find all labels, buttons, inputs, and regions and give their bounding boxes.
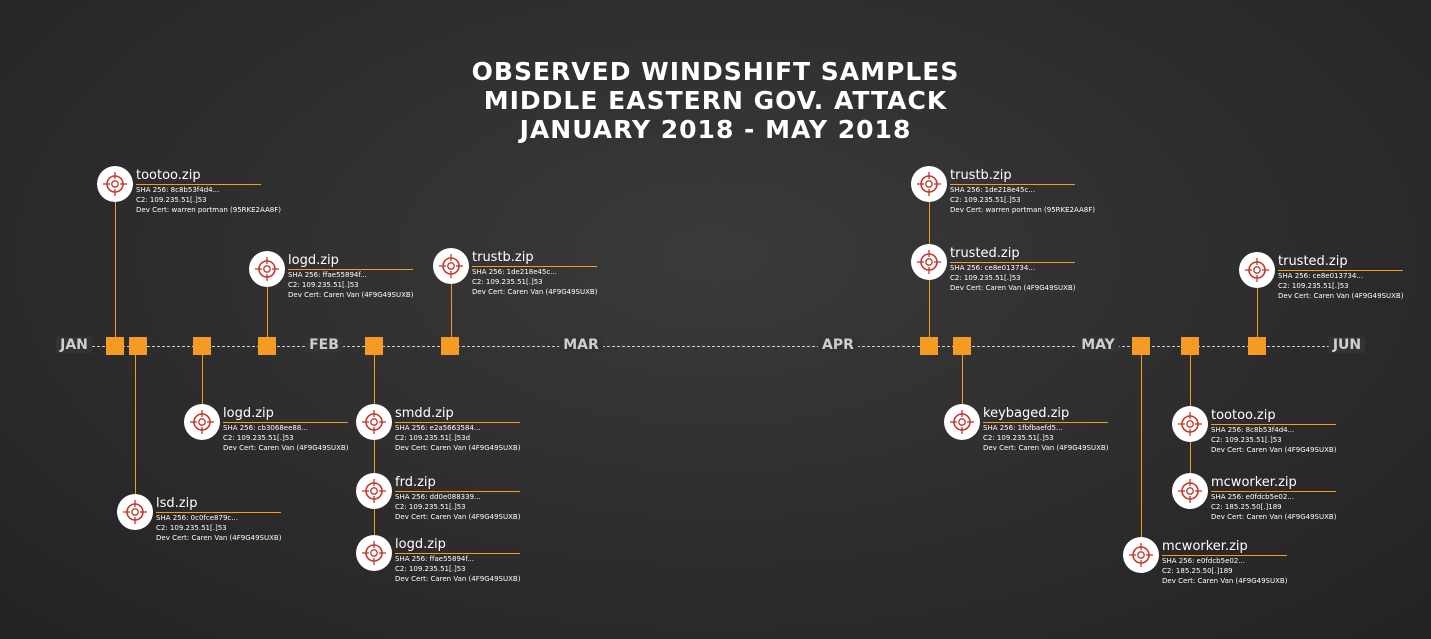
sample-cert: Dev Cert: Caren Van (4F9G49SUXB) xyxy=(288,291,414,299)
sample-cert: Dev Cert: Caren Van (4F9G49SUXB) xyxy=(395,575,521,583)
sample-cert: Dev Cert: Caren Van (4F9G49SUXB) xyxy=(983,444,1109,452)
timeline-marker xyxy=(129,337,147,355)
timeline-marker xyxy=(1248,337,1266,355)
sample-c2: C2: 109.235.51[.]53 xyxy=(950,274,1021,282)
sample-c2: C2: 109.235.51[.]53 xyxy=(395,503,466,511)
sample-sha: SHA 256: 0c0fce879c... xyxy=(156,514,238,522)
sample-name: logd.zip xyxy=(223,406,348,423)
sample-cert: Dev Cert: Caren Van (4F9G49SUXB) xyxy=(472,288,598,296)
sample-cert: Dev Cert: Caren Van (4F9G49SUXB) xyxy=(395,444,521,452)
target-icon xyxy=(911,166,947,202)
sample-name: tootoo.zip xyxy=(136,168,261,185)
sample-card xyxy=(156,496,281,543)
timeline-marker xyxy=(1132,337,1150,355)
sample-c2: C2: 185.25.50[.]189 xyxy=(1162,567,1233,575)
timeline-marker xyxy=(920,337,938,355)
sample-card xyxy=(472,250,597,297)
target-icon xyxy=(1123,537,1159,573)
sample-card xyxy=(136,168,281,215)
title-line-2: MIDDLE EASTERN GOV. ATTACK xyxy=(483,86,948,115)
sample-sha: SHA 256: e0fdcb5e02... xyxy=(1211,493,1294,501)
sample-card xyxy=(395,475,520,522)
sample-c2: C2: 109.235.51[.]53 xyxy=(288,281,359,289)
sample-c2: C2: 109.235.51[.]53 xyxy=(472,278,543,286)
sample-sha: SHA 256: 8c8b53f4d4... xyxy=(136,186,220,194)
timeline-marker xyxy=(258,337,276,355)
sample-c2: C2: 109.235.51[.]53 xyxy=(136,196,207,204)
sample-sha: SHA 256: e0fdcb5e02... xyxy=(1162,557,1245,565)
target-icon xyxy=(433,248,469,284)
sample-card xyxy=(395,537,520,584)
sample-sha: SHA 256: 1fbfbaefd5... xyxy=(983,424,1063,432)
target-icon xyxy=(356,535,392,571)
target-icon xyxy=(117,494,153,530)
target-icon xyxy=(356,404,392,440)
sample-c2: C2: 109.235.51[.]53 xyxy=(223,434,294,442)
sample-sha: SHA 256: 1de218e45c... xyxy=(950,186,1035,194)
sample-name: trustb.zip xyxy=(950,168,1075,185)
month-label-may: MAY xyxy=(1077,337,1119,353)
sample-c2: C2: 109.235.51[.]53 xyxy=(156,524,227,532)
sample-c2: C2: 109.235.51[.]53 xyxy=(983,434,1054,442)
sample-c2: C2: 109.235.51[.]53 xyxy=(1278,282,1349,290)
target-icon xyxy=(1172,406,1208,442)
sample-name: logd.zip xyxy=(288,253,413,270)
target-icon xyxy=(184,404,220,440)
sample-name: logd.zip xyxy=(395,537,520,554)
month-label-feb: FEB xyxy=(305,337,343,353)
sample-card xyxy=(1211,475,1336,522)
target-icon xyxy=(911,244,947,280)
sample-name: smdd.zip xyxy=(395,406,520,423)
sample-card xyxy=(983,406,1108,453)
sample-sha: SHA 256: dd0e088339... xyxy=(395,493,481,501)
connector-line xyxy=(115,184,116,346)
sample-sha: SHA 256: 1de218e45c... xyxy=(472,268,557,276)
sample-cert: Dev Cert: Caren Van (4F9G49SUXB) xyxy=(223,444,349,452)
sample-name: trusted.zip xyxy=(950,246,1075,263)
sample-sha: SHA 256: ffae55894f... xyxy=(395,555,474,563)
target-icon xyxy=(97,166,133,202)
sample-name: frd.zip xyxy=(395,475,520,492)
target-icon xyxy=(356,473,392,509)
sample-card xyxy=(950,246,1075,293)
timeline-marker xyxy=(365,337,383,355)
sample-name: trustb.zip xyxy=(472,250,597,267)
chart-title xyxy=(0,57,1431,144)
sample-c2: C2: 109.235.51[.]53d xyxy=(395,434,471,442)
target-icon xyxy=(1239,252,1275,288)
sample-card xyxy=(950,168,1095,215)
sample-cert: Dev Cert: Caren Van (4F9G49SUXB) xyxy=(1162,577,1288,585)
sample-c2: C2: 185.25.50[.]189 xyxy=(1211,503,1282,511)
sample-cert: Dev Cert: Caren Van (4F9G49SUXB) xyxy=(1211,513,1337,521)
sample-name: tootoo.zip xyxy=(1211,408,1336,425)
sample-c2: C2: 109.235.51[.]53 xyxy=(950,196,1021,204)
month-label-jun: JUN xyxy=(1329,337,1365,353)
title-line-3: JANUARY 2018 - MAY 2018 xyxy=(519,115,912,144)
sample-name: mcworker.zip xyxy=(1211,475,1336,492)
sample-sha: SHA 256: ffae55894f... xyxy=(288,271,367,279)
sample-sha: SHA 256: 8c8b53f4d4... xyxy=(1211,426,1295,434)
sample-card xyxy=(1211,408,1336,455)
sample-card xyxy=(223,406,348,453)
target-icon xyxy=(249,251,285,287)
sample-sha: SHA 256: ce8e013734... xyxy=(950,264,1035,272)
sample-card xyxy=(395,406,520,453)
sample-sha: SHA 256: ce8e013734... xyxy=(1278,272,1363,280)
sample-cert: Dev Cert: warren portman (95RKE2AA8F) xyxy=(136,206,281,214)
sample-name: lsd.zip xyxy=(156,496,281,513)
timeline-marker xyxy=(953,337,971,355)
connector-line xyxy=(1141,346,1142,555)
timeline-marker xyxy=(1181,337,1199,355)
sample-cert: Dev Cert: Caren Van (4F9G49SUXB) xyxy=(156,534,282,542)
target-icon xyxy=(944,404,980,440)
sample-card xyxy=(1162,539,1287,586)
month-label-mar: MAR xyxy=(559,337,603,353)
timeline-marker xyxy=(441,337,459,355)
sample-cert: Dev Cert: Caren Van (4F9G49SUXB) xyxy=(950,284,1076,292)
title-line-1: OBSERVED WINDSHIFT SAMPLES xyxy=(471,57,960,86)
sample-name: keybaged.zip xyxy=(983,406,1108,423)
sample-sha: SHA 256: cb3068ee88... xyxy=(223,424,308,432)
sample-name: mcworker.zip xyxy=(1162,539,1287,556)
connector-line xyxy=(135,346,136,512)
timeline-marker xyxy=(106,337,124,355)
month-label-apr: APR xyxy=(818,337,858,353)
sample-cert: Dev Cert: Caren Van (4F9G49SUXB) xyxy=(1211,446,1337,454)
sample-sha: SHA 256: e2a5663584... xyxy=(395,424,481,432)
sample-c2: C2: 109.235.51[.]53 xyxy=(1211,436,1282,444)
timeline-marker xyxy=(193,337,211,355)
sample-c2: C2: 109.235.51[.]53 xyxy=(395,565,466,573)
sample-name: trusted.zip xyxy=(1278,254,1403,271)
target-icon xyxy=(1172,473,1208,509)
month-label-jan: JAN xyxy=(56,337,92,353)
sample-card xyxy=(1278,254,1403,301)
sample-cert: Dev Cert: Caren Van (4F9G49SUXB) xyxy=(395,513,521,521)
connector-line xyxy=(374,346,375,553)
sample-cert: Dev Cert: warren portman (95RKE2AA8F) xyxy=(950,206,1095,214)
sample-cert: Dev Cert: Caren Van (4F9G49SUXB) xyxy=(1278,292,1404,300)
sample-card xyxy=(288,253,413,300)
